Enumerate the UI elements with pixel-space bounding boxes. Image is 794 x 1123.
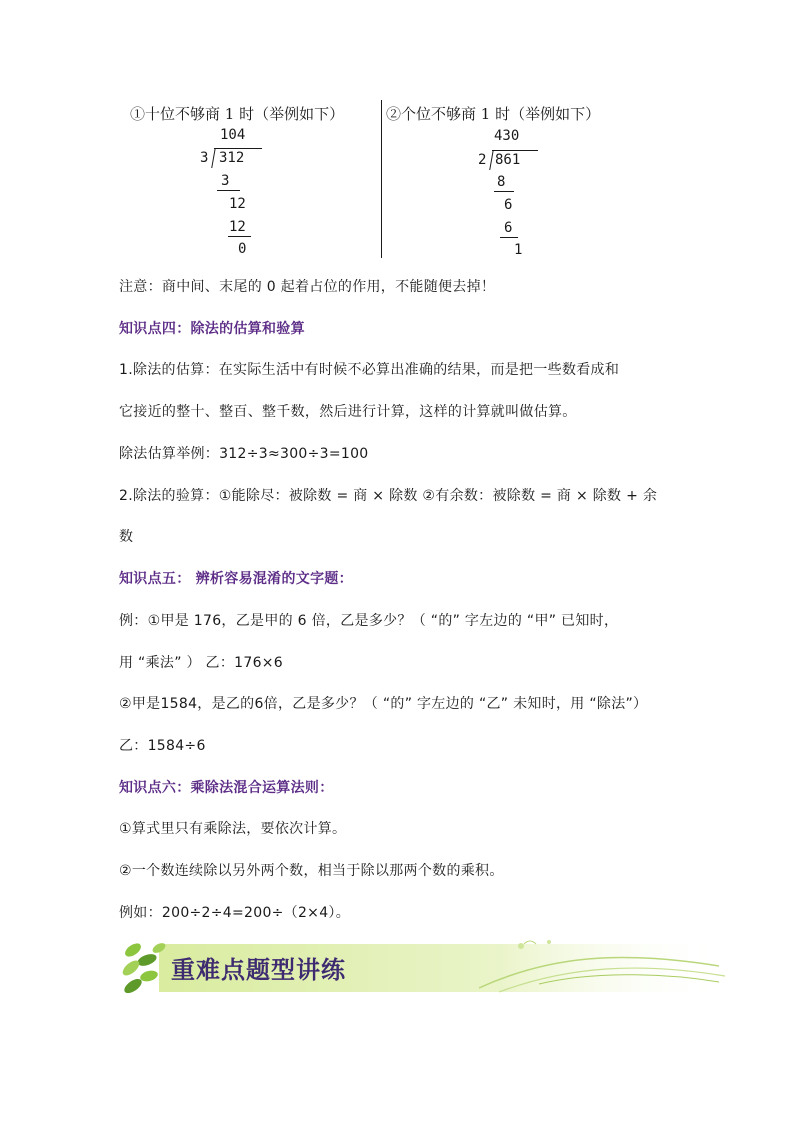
key-points-banner: [119, 936, 727, 1000]
left-step2: 12: [229, 196, 246, 212]
right-remainder: 1: [514, 242, 523, 258]
right-quotient: 430: [494, 128, 520, 144]
column-divider: [381, 100, 382, 258]
section4-heading: 知识点四：除法的估算和验算: [119, 321, 305, 337]
right-underline2: [500, 237, 518, 238]
left-underline2: [228, 236, 251, 237]
section4-p2-line2: 数: [119, 529, 134, 545]
left-step3: 12: [229, 219, 246, 235]
left-dividend: 312: [219, 150, 245, 166]
right-underline1: [494, 191, 514, 192]
section6-heading: 知识点六：乘除法混合运算法则：: [119, 780, 334, 796]
left-divisor: 3: [200, 150, 209, 166]
right-step1: 8: [497, 174, 506, 190]
right-bracket-top: [492, 150, 538, 151]
right-dividend: 861: [495, 152, 521, 168]
left-remainder: 0: [238, 241, 247, 257]
section5-ex2-line1: ②甲是1584，是乙的6倍，乙是多少？（ “的” 字左边的 “乙” 未知时，用 “除法”）: [119, 696, 648, 712]
section4-example: 除法估算举例：312÷3≈300÷3=100: [119, 446, 369, 462]
section5-ex2-line2: 乙：1584÷6: [119, 738, 206, 754]
right-example-heading: ②个位不够商 1 时（举例如下）: [386, 105, 601, 123]
left-underline1: [217, 190, 240, 191]
section4-p1-line1: 1.除法的估算：在实际生活中有时候不必算出准确的结果，而是把一些数看成和: [119, 362, 620, 378]
left-example-heading: ①十位不够商 1 时（举例如下）: [130, 105, 345, 123]
left-bracket-side: [211, 148, 216, 168]
section4-p2-line1: 2.除法的验算：①能除尽：被除数 = 商 × 除数 ②有余数：被除数 = 商 × 除数 + 余: [119, 488, 658, 504]
right-divisor: 2: [478, 152, 487, 168]
left-bracket-top: [214, 148, 262, 149]
right-bracket-side: [489, 150, 494, 170]
section5-ex1-line1: 例：①甲是 176，乙是甲的 6 倍，乙是多少？（ “的” 字左边的 “甲” 已知时，: [119, 613, 619, 629]
zero-note: 注意：商中间、末尾的 0 起着占位的作用，不能随便去掉！: [119, 279, 496, 295]
section5-heading: 知识点五： 辨析容易混淆的文字题：: [119, 571, 353, 587]
section5-ex1-line2: 用 “乘法” ） 乙：176×6: [119, 655, 284, 671]
section6-rule1: ①算式里只有乘除法，要依次计算。: [119, 821, 347, 837]
section4-p1-line2: 它接近的整十、整百、整千数，然后进行计算，这样的计算就叫做估算。: [119, 404, 577, 420]
banner-title: 重难点题型讲练: [171, 956, 346, 984]
right-step2: 6: [504, 197, 513, 213]
left-step1: 3: [221, 173, 230, 189]
section6-rule2: ②一个数连续除以另外两个数，相当于除以那两个数的乘积。: [119, 863, 504, 879]
section6-example: 例如：200÷2÷4=200÷（2×4）。: [119, 905, 351, 921]
right-step3: 6: [504, 220, 513, 236]
left-quotient: 104: [220, 127, 246, 143]
